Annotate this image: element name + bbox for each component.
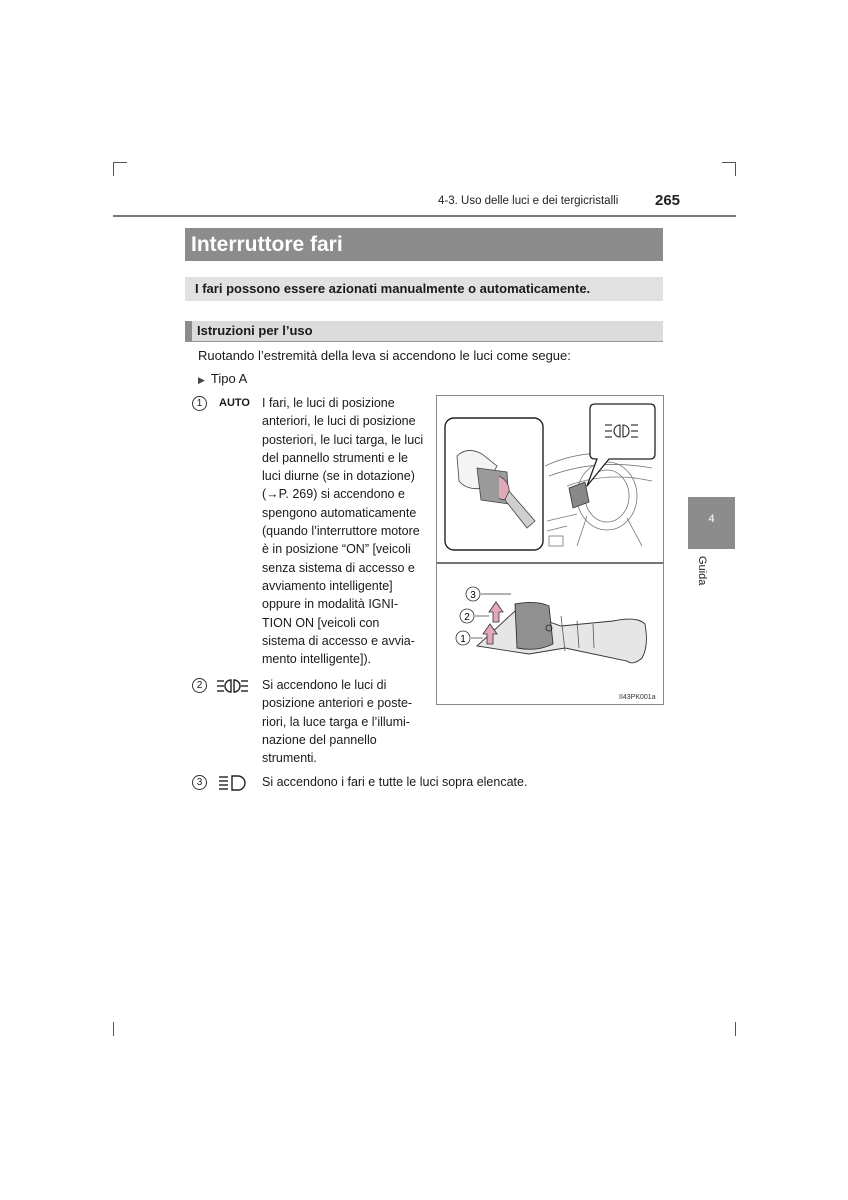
- lead-text: Ruotando l’estremità della leva si accendono le luci come segue:: [198, 348, 571, 363]
- crop-mark: [735, 1022, 736, 1036]
- auto-mode-label: AUTO: [219, 397, 250, 409]
- crop-mark: [722, 162, 736, 163]
- item-1-text: I fari, le luci di posizione anteriori, le luci di posizione posteriori, le luci targa, le luci del pannello strumenti e le luci diurne (se in dotazione) (→P. 269) si accendono e spengono automaticamente (quando l’interruttore motore è in posizione “ON” [veicoli senza sistema di accesso e avviamento intelligente] oppure in modalità IGNI- TION ON [veicoli con sistema di accesso e avvia- mento intelligente]).: [262, 396, 424, 667]
- callout-number: 2: [464, 612, 470, 623]
- chapter-label: Guida: [696, 556, 708, 586]
- running-header: 4-3. Uso delle luci e dei tergicristalli: [438, 195, 619, 207]
- page-title: Interruttore fari: [185, 228, 663, 261]
- section-heading: Istruzioni per l’uso: [185, 321, 663, 342]
- header-rule: [113, 215, 736, 217]
- crop-mark: [735, 162, 736, 176]
- triangle-bullet-icon: ▶: [198, 375, 205, 385]
- crop-mark: [113, 1022, 114, 1036]
- item-number: 2: [192, 678, 207, 693]
- item-3-text: Si accendono i fari e tutte le luci sopra elencate.: [262, 775, 528, 789]
- callout-number: 1: [460, 634, 466, 645]
- parking-lights-icon: [216, 678, 250, 699]
- headlight-icon: [218, 774, 250, 797]
- type-label: ▶ Tipo A: [198, 371, 248, 386]
- page-number: 265: [655, 192, 681, 209]
- chapter-tab: 4: [688, 497, 735, 549]
- callout-number: 3: [470, 590, 476, 601]
- item-2-text: Si accendono le luci di posizione anteriori e poste- riori, la luce targa e l’illumi- nazione del pannello strumenti.: [262, 678, 413, 766]
- figure-code: II43PK001a: [619, 694, 656, 701]
- crop-mark: [113, 162, 127, 163]
- item-number: 3: [192, 775, 207, 790]
- headlight-switch-figure: [436, 395, 664, 705]
- figure-illustration: [437, 396, 663, 704]
- crop-mark: [113, 162, 114, 176]
- item-number: 1: [192, 396, 207, 411]
- intro-box: I fari possono essere azionati manualmente o automaticamente.: [185, 277, 663, 301]
